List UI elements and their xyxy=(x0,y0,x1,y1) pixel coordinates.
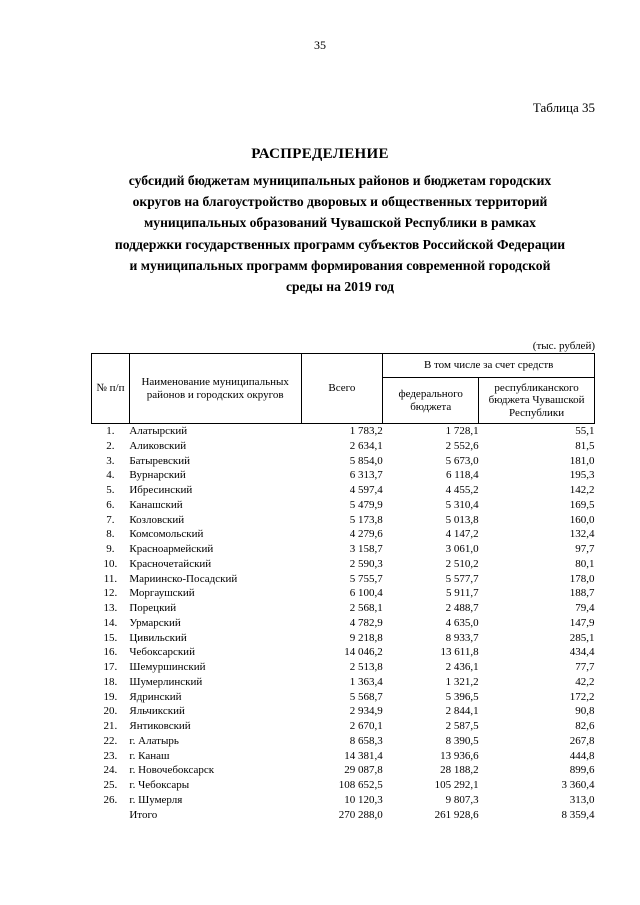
table-row xyxy=(92,690,595,705)
row-number: 5. xyxy=(106,484,115,496)
row-total: 14 046,2 xyxy=(344,646,383,659)
row-republic: 55,1 xyxy=(575,425,595,437)
row-total: 1 783,2 xyxy=(349,425,383,437)
table-row xyxy=(92,572,595,587)
row-total: 5 854,0 xyxy=(349,454,383,467)
row-federal: 2 552,6 xyxy=(445,439,479,452)
header-republic: республиканского бюджета Чувашской Республики xyxy=(479,378,595,424)
row-number: 17. xyxy=(103,661,118,673)
subtitle-line: субсидий бюджетам муниципальных районов и бюджетам городских xyxy=(128,173,552,188)
row-republic: 444,8 xyxy=(569,749,595,762)
table-row xyxy=(92,793,595,808)
row-name: г. Шумерля xyxy=(129,793,183,806)
row-federal: 2 844,1 xyxy=(445,705,479,718)
row-total: 29 087,8 xyxy=(344,764,383,777)
header-name: Наименование муниципальных районов и городских округов xyxy=(129,354,301,424)
table-row xyxy=(92,424,595,439)
row-number: 10. xyxy=(103,557,118,570)
row-federal: 6 118,4 xyxy=(446,469,479,482)
row-total: 108 652,5 xyxy=(338,779,383,791)
row-republic: 188,7 xyxy=(569,587,595,600)
table-row xyxy=(92,660,595,675)
row-republic: 313,0 xyxy=(569,793,595,806)
row-republic: 90,8 xyxy=(575,705,595,718)
row-republic: 81,5 xyxy=(575,439,595,452)
row-federal: 5 911,7 xyxy=(446,587,479,600)
row-total: 14 381,4 xyxy=(344,749,383,762)
header-num: № п/п xyxy=(92,354,130,424)
document-title: РАСПРЕДЕЛЕНИЕ xyxy=(251,146,389,162)
table-row xyxy=(92,454,595,469)
table-row xyxy=(92,483,595,498)
row-federal: 5 013,8 xyxy=(445,513,479,526)
row-name: Ибресинский xyxy=(129,484,193,496)
table-row xyxy=(92,631,595,646)
row-federal: 8 390,5 xyxy=(445,734,479,747)
row-federal: 1 321,2 xyxy=(445,675,479,688)
row-total: 4 597,4 xyxy=(349,484,383,496)
row-total: 8 658,3 xyxy=(349,734,383,747)
row-name: Яльчикский xyxy=(129,705,185,718)
row-republic: 172,2 xyxy=(569,690,595,703)
row-republic: 42,2 xyxy=(575,675,595,688)
subsidy-table xyxy=(91,353,595,822)
row-name: г. Канаш xyxy=(129,749,170,762)
row-name: Красночетайский xyxy=(129,557,212,570)
table-row xyxy=(92,763,595,778)
row-number: 15. xyxy=(103,631,118,644)
row-republic: 8 359,4 xyxy=(561,808,595,821)
row-number: 6. xyxy=(106,498,115,511)
row-number: 16. xyxy=(103,646,118,659)
subtitle-line: среды на 2019 год xyxy=(285,279,395,295)
row-name: Порецкий xyxy=(129,602,177,614)
table-row xyxy=(92,719,595,734)
table-row xyxy=(92,734,595,749)
row-number: 2. xyxy=(106,439,115,452)
row-name: Красноармейский xyxy=(129,543,214,555)
subtitle-line: округов на благоустройство дворовых и общественных территорий xyxy=(132,194,548,210)
page-number: 35 xyxy=(314,38,326,52)
units-label: (тыс. рублей) xyxy=(532,340,595,352)
header-federal: федерального бюджета xyxy=(383,378,479,424)
row-republic: 132,4 xyxy=(569,528,595,541)
row-total: 2 568,1 xyxy=(349,602,383,614)
table-row xyxy=(92,586,595,601)
table-body xyxy=(92,424,595,823)
row-total: 6 100,4 xyxy=(349,587,383,600)
row-republic: 3 360,4 xyxy=(561,779,595,791)
table-header xyxy=(92,354,595,424)
row-total: 2 670,1 xyxy=(349,720,383,732)
row-total: 3 158,7 xyxy=(349,543,383,555)
row-name: Аликовский xyxy=(129,439,187,452)
row-federal: 261 928,6 xyxy=(434,808,479,821)
row-federal: 13 936,6 xyxy=(440,749,479,762)
table-row xyxy=(92,749,595,764)
row-republic: 97,7 xyxy=(575,543,595,555)
row-federal: 4 147,2 xyxy=(445,528,479,541)
row-total: 5 173,8 xyxy=(349,513,383,526)
row-number: 26. xyxy=(103,793,118,806)
row-name: г. Алатырь xyxy=(129,734,179,747)
row-total: 4 782,9 xyxy=(349,616,383,629)
row-total: 2 934,9 xyxy=(349,705,383,718)
row-name: г. Чебоксары xyxy=(129,779,190,791)
row-total: 6 313,7 xyxy=(349,469,383,482)
row-name: Цивильский xyxy=(129,631,187,644)
row-number: 13. xyxy=(103,602,118,614)
header-total: Всего xyxy=(301,354,383,424)
row-federal: 2 587,5 xyxy=(445,720,479,732)
row-federal: 8 933,7 xyxy=(445,631,479,644)
header-group: В том числе за счет средств xyxy=(383,354,595,378)
row-number: 7. xyxy=(106,513,115,526)
table-row xyxy=(92,675,595,690)
row-name: Батыревский xyxy=(129,454,190,467)
subtitle-line: муниципальных образований Чувашской Республики в рамках xyxy=(144,215,536,231)
row-number: 23. xyxy=(103,749,118,762)
table-row xyxy=(92,513,595,528)
row-total: 5 479,9 xyxy=(349,498,383,511)
row-republic: 195,3 xyxy=(569,469,595,482)
row-total: 1 363,4 xyxy=(349,675,383,688)
table-row xyxy=(92,468,595,483)
row-federal: 4 455,2 xyxy=(445,484,479,496)
row-republic: 285,1 xyxy=(569,631,595,644)
row-number: 1. xyxy=(106,425,115,437)
row-number: 22. xyxy=(103,734,118,747)
table-caption: Таблица 35 xyxy=(532,100,595,115)
row-total: 2 513,8 xyxy=(349,661,383,673)
table-row xyxy=(92,645,595,660)
row-name: Янтиковский xyxy=(129,720,191,732)
row-republic: 899,6 xyxy=(569,764,595,777)
row-total: 5 568,7 xyxy=(349,690,383,703)
row-federal: 9 807,3 xyxy=(445,793,479,806)
row-federal: 13 611,8 xyxy=(440,646,479,659)
row-republic: 181,0 xyxy=(569,454,595,467)
row-number: 19. xyxy=(103,690,118,703)
row-number: 18. xyxy=(103,675,118,688)
row-number: 11. xyxy=(103,572,118,585)
row-republic: 434,4 xyxy=(569,646,595,659)
row-number xyxy=(92,808,130,823)
row-republic: 79,4 xyxy=(575,602,595,614)
row-federal: 2 488,7 xyxy=(445,602,479,614)
row-name: Вурнарский xyxy=(129,469,186,482)
row-total: 10 120,3 xyxy=(344,793,383,806)
row-federal: 5 577,7 xyxy=(445,572,479,585)
row-republic: 147,9 xyxy=(569,616,595,629)
row-total: 9 218,8 xyxy=(349,631,383,644)
row-republic: 77,7 xyxy=(575,661,595,673)
row-name: Урмарский xyxy=(129,616,181,629)
row-federal: 3 061,0 xyxy=(445,543,479,555)
row-number: 25. xyxy=(103,779,118,791)
row-name: Шумерлинский xyxy=(129,675,203,688)
table-row xyxy=(92,616,595,631)
row-name: Итого xyxy=(129,808,158,821)
row-name: Комсомольский xyxy=(129,528,204,541)
row-republic: 142,2 xyxy=(569,484,595,496)
row-total: 5 755,7 xyxy=(349,572,383,585)
row-number: 12. xyxy=(103,587,118,600)
row-number: 9. xyxy=(106,543,115,555)
row-federal: 2 436,1 xyxy=(445,661,479,673)
row-total: 2 634,1 xyxy=(349,439,383,452)
row-total: 2 590,3 xyxy=(349,557,383,570)
row-total: 270 288,0 xyxy=(338,808,383,821)
table-row xyxy=(92,557,595,572)
row-name: Козловский xyxy=(129,513,185,526)
row-number: 4. xyxy=(106,469,115,482)
row-federal: 105 292,1 xyxy=(434,779,479,791)
row-number: 24. xyxy=(103,764,118,777)
row-name: Ядринский xyxy=(129,690,182,703)
row-federal: 4 635,0 xyxy=(445,616,479,629)
row-name: Алатырский xyxy=(129,425,188,437)
row-number: 14. xyxy=(103,616,118,629)
table-row xyxy=(92,542,595,557)
subtitle-line: и муниципальных программ формирования современной городской xyxy=(129,257,551,273)
row-name: Чебоксарский xyxy=(129,646,195,659)
row-republic: 169,5 xyxy=(569,498,595,511)
row-republic: 267,8 xyxy=(569,734,595,747)
row-federal: 1 728,1 xyxy=(445,425,479,437)
table-row xyxy=(92,704,595,719)
table-row xyxy=(92,498,595,513)
row-total: 4 279,6 xyxy=(349,528,383,541)
table-row xyxy=(92,778,595,793)
row-number: 21. xyxy=(103,720,118,732)
row-federal: 5 396,5 xyxy=(445,690,479,703)
subtitle-line: поддержки государственных программ субъектов Российской Федерации xyxy=(114,236,566,252)
row-name: Шемуршинский xyxy=(129,661,206,673)
row-federal: 5 673,0 xyxy=(445,454,479,467)
table-row xyxy=(92,527,595,542)
row-federal: 5 310,4 xyxy=(445,498,479,511)
row-name: г. Новочебоксарск xyxy=(129,764,215,777)
row-republic: 160,0 xyxy=(569,513,595,526)
document-subtitle xyxy=(80,170,600,297)
row-republic: 82,6 xyxy=(575,720,595,732)
row-number: 3. xyxy=(106,454,115,467)
row-republic: 80,1 xyxy=(575,557,595,570)
table-row xyxy=(92,439,595,454)
table-total-row xyxy=(92,808,595,823)
row-name: Канашский xyxy=(129,498,183,511)
row-name: Моргаушский xyxy=(129,587,195,600)
row-name: Мариинско-Посадский xyxy=(129,572,238,585)
row-number: 20. xyxy=(103,705,118,718)
row-federal: 28 188,2 xyxy=(440,764,479,777)
row-number: 8. xyxy=(106,528,115,541)
row-federal: 2 510,2 xyxy=(445,557,479,570)
row-republic: 178,0 xyxy=(569,572,595,585)
table-row xyxy=(92,601,595,616)
